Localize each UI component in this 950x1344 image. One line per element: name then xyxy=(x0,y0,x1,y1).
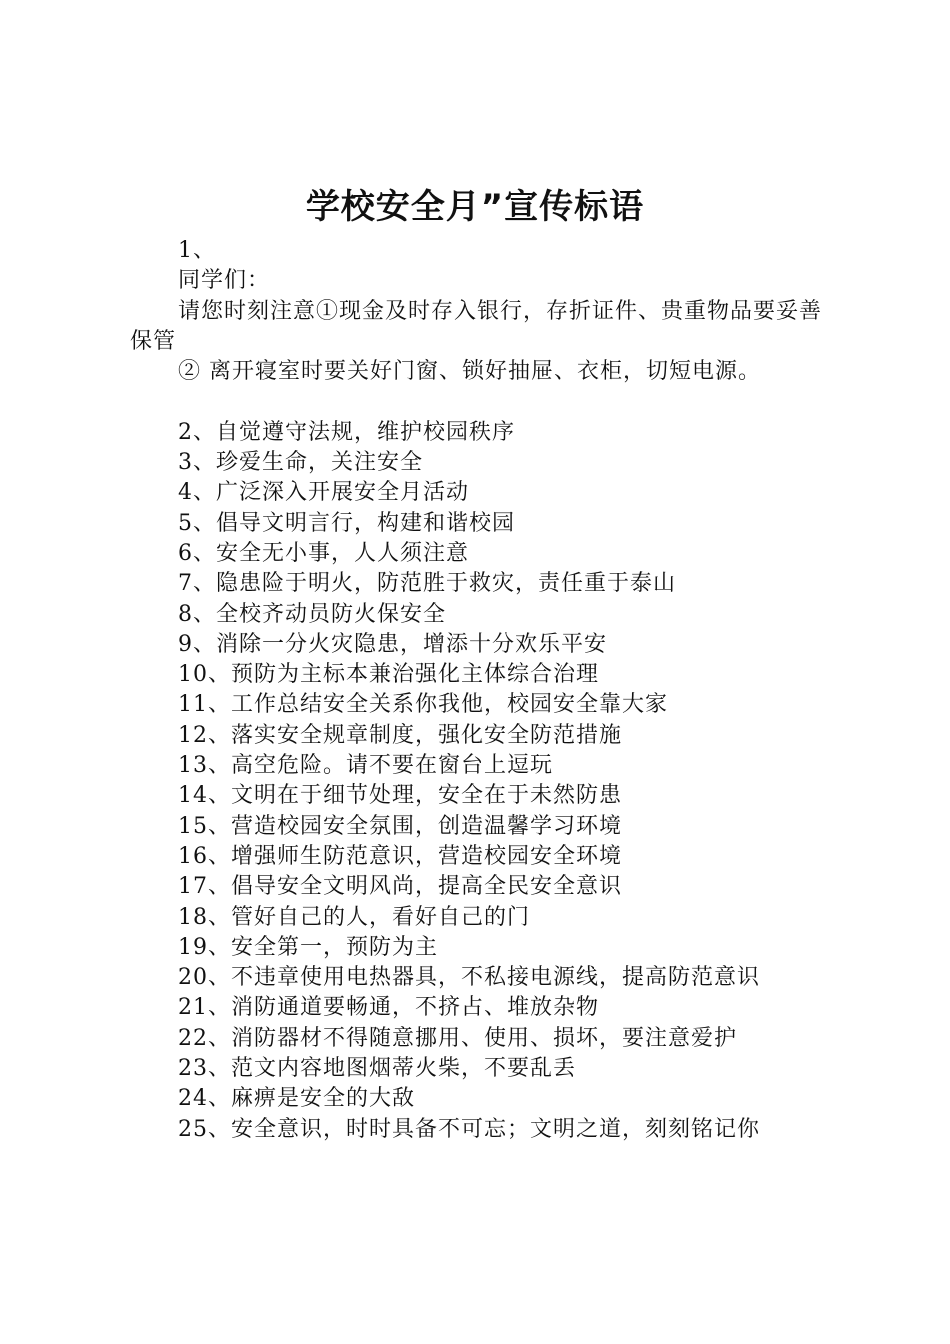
list-item: 23、范文内容地图烟蒂火柴，不要乱丢 xyxy=(178,1056,576,1082)
list-item: 21、消防通道要畅通，不挤占、堆放杂物 xyxy=(178,995,599,1021)
list-item: 8、全校齐动员防火保安全 xyxy=(178,601,446,627)
item-number-1: 1、 xyxy=(178,238,216,263)
notice-paragraph-2: ② 离开寝室时要关好门窗、锁好抽屉、衣柜，切短电源。 xyxy=(178,359,761,385)
list-item: 22、消防器材不得随意挪用、使用、损坏，要注意爱护 xyxy=(178,1025,737,1051)
spacer xyxy=(130,387,840,417)
notice-paragraph-1: 请您时刻注意①现金及时存入银行，存折证件、贵重物品要妥善保管 xyxy=(130,298,823,354)
list-item: 9、消除一分火灾隐患，增添十分欢乐平安 xyxy=(178,631,607,657)
list-item: 3、珍爱生命，关注安全 xyxy=(178,450,423,476)
list-item: 4、广泛深入开展安全月活动 xyxy=(178,480,469,506)
slogan-list xyxy=(130,418,840,1145)
list-item: 11、工作总结安全关系你我他，校园安全靠大家 xyxy=(178,692,668,718)
list-item: 13、高空危险。请不要在窗台上逗玩 xyxy=(178,753,553,779)
list-item: 10、预防为主标本兼治强化主体综合治理 xyxy=(178,662,599,688)
list-item: 18、管好自己的人，看好自己的门 xyxy=(178,904,530,930)
list-item: 2、自觉遵守法规，维护校园秩序 xyxy=(178,419,515,445)
list-item: 20、不违章使用电热器具，不私接电源线，提高防范意识 xyxy=(178,965,760,991)
list-item: 5、倡导文明言行，构建和谐校园 xyxy=(178,510,515,536)
list-item: 15、营造校园安全氛围，创造温馨学习环境 xyxy=(178,813,622,839)
salutation: 同学们： xyxy=(178,268,271,294)
document-body xyxy=(130,236,840,1145)
list-item: 19、安全第一，预防为主 xyxy=(178,934,438,960)
list-item: 6、安全无小事，人人须注意 xyxy=(178,540,469,566)
list-item: 17、倡导安全文明风尚，提高全民安全意识 xyxy=(178,874,622,900)
document-title: 学校安全月”宣传标语 xyxy=(305,187,645,227)
list-item: 7、隐患险于明火，防范胜于救灾，责任重于泰山 xyxy=(178,571,676,597)
list-item: 25、安全意识，时时具备不可忘；文明之道，刻刻铭记你 xyxy=(178,1116,760,1142)
list-item: 14、文明在于细节处理，安全在于未然防患 xyxy=(178,783,622,809)
list-item: 24、麻痹是安全的大敌 xyxy=(178,1086,415,1112)
list-item: 16、增强师生防范意识，营造校园安全环境 xyxy=(178,843,622,869)
list-item: 12、落实安全规章制度，强化安全防范措施 xyxy=(178,722,622,748)
